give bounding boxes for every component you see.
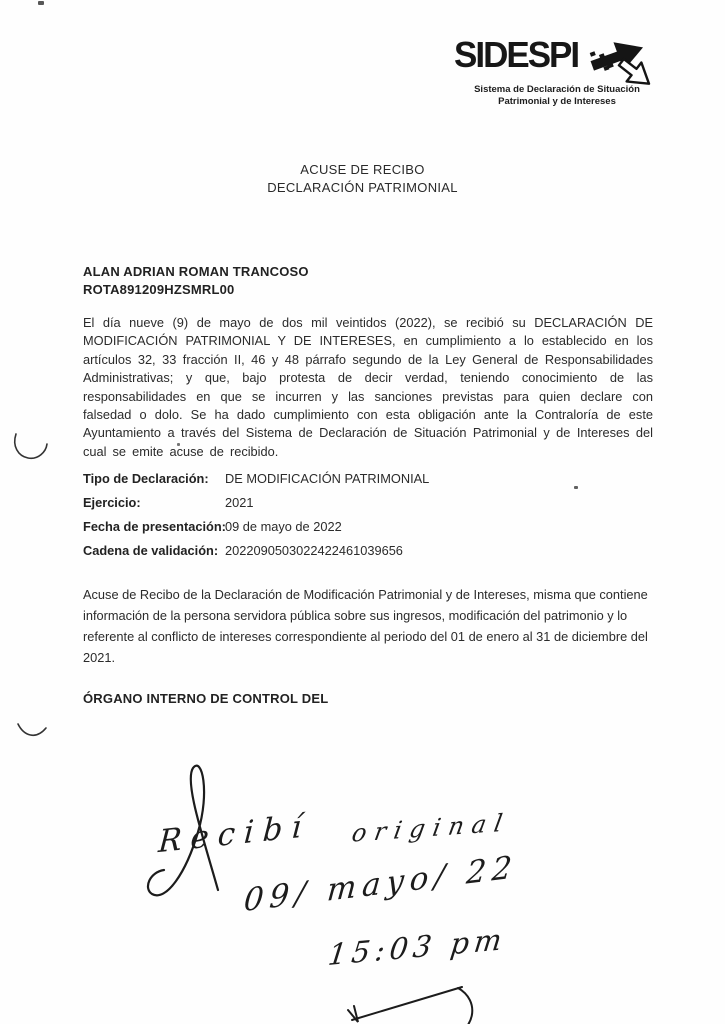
title-line1: ACUSE DE RECIBO: [300, 162, 425, 177]
detail-row-ejercicio: [83, 491, 563, 515]
detail-row-cadena: [83, 539, 563, 563]
logo-tagline-line1: Sistema de Declaración de Situación: [474, 84, 640, 95]
declarant-curp: ROTA891209HZSMRL00: [83, 281, 235, 297]
detail-value: 2022090503022422461039656: [225, 543, 403, 558]
sidespi-logo: [448, 34, 666, 107]
detail-label: Ejercicio:: [83, 495, 141, 510]
handwritten-annotation-area: [0, 740, 725, 1024]
detail-value: DE MODIFICACIÓN PATRIMONIAL: [225, 471, 430, 486]
scan-artifact-dot: [38, 1, 44, 5]
handwritten-original: original: [349, 808, 513, 848]
office-heading: ÓRGANO INTERNO DE CONTROL DEL: [83, 691, 329, 706]
scan-artifact-dot: [574, 486, 578, 489]
double-arrow-right-icon: [588, 30, 668, 92]
handwritten-date: 09/ mayo/ 22: [242, 848, 520, 920]
handwritten-time: 15:03 pm: [326, 921, 509, 973]
receipt-paragraph: El día nueve (9) de mayo de dos mil veintidos (2022), se recibió su DECLARACIÓN DE MODIFICACIÓN PATRIMONIAL Y DE INTERESES, en cumplimiento a lo establecido en los artículos 32, 33 fracción II, 46 y 48 párrafo segundo de la Ley General de Responsabilidades Administrativas; y que, bajo protesta de decir verdad, teniendo conocimiento de las responsabilidades en que se incurren y las sanciones previstas para quien declare con falsedad o dolo. Se ha dado cumplimiento con esta obligación ante la Contraloría de este Ayuntamiento a través del Sistema de Declaración de Situación Patrimonial y de Intereses del cual se emite acuse de recibido.: [83, 315, 653, 459]
detail-label: Cadena de validación:: [83, 543, 219, 558]
declarant-block: [83, 263, 309, 298]
logo-row: [448, 34, 666, 82]
detail-label: Tipo de Declaración:: [83, 471, 209, 486]
title-line2: DECLARACIÓN PATRIMONIAL: [267, 179, 458, 195]
summary-paragraph: Acuse de Recibo de la Declaración de Modificación Patrimonial y de Intereses, misma que contiene información de la persona servidora pública sobre sus ingresos, modificación del patrimonio y lo referente al conflicto de intereses correspondiente al periodo del 01 de enero al 31 de diciembre del 2021.: [83, 587, 648, 665]
logo-tagline-line2: Patrimonial y de Intereses: [498, 95, 616, 107]
handwritten-recibi: Recibí: [157, 807, 312, 861]
detail-row-tipo: [83, 467, 563, 491]
detail-row-fecha: [83, 515, 563, 539]
document-title: [0, 161, 725, 196]
logo-wordmark: SIDESPI: [454, 35, 579, 76]
detail-value: 2021: [225, 495, 254, 510]
declarant-name: ALAN ADRIAN ROMAN TRANCOSO: [83, 264, 309, 279]
detail-label: Fecha de presentación:: [83, 519, 226, 534]
stray-pen-mark: [10, 428, 54, 468]
detail-value: 09 de mayo de 2022: [225, 519, 342, 534]
declaration-details: [83, 467, 563, 563]
